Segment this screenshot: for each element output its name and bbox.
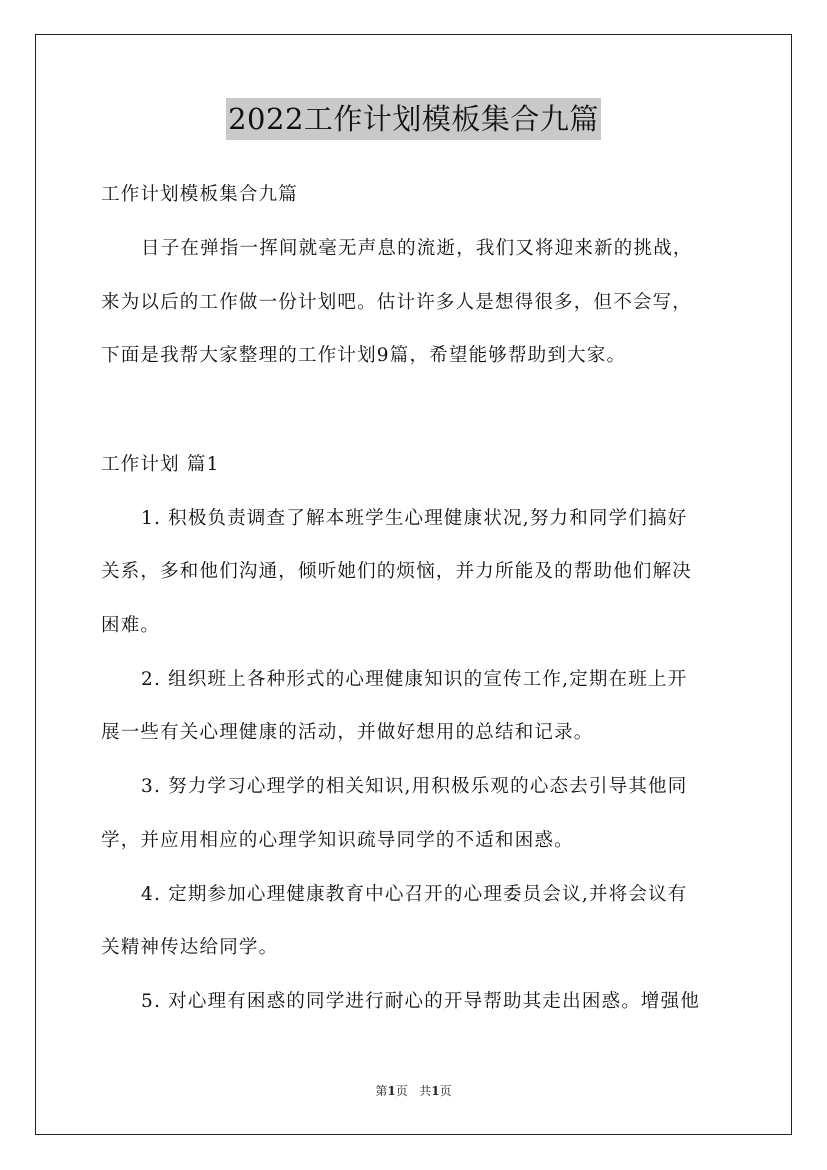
page-footer <box>0 1083 827 1099</box>
document-title: 2022工作计划模板集合九篇 <box>226 98 601 140</box>
footer-page-prefix: 第 <box>375 1084 388 1098</box>
footer-total-pages: 1 <box>431 1084 440 1098</box>
intro-line-2: 来为以后的工作做一份计划吧。估计许多人是想得很多，但不会写， <box>101 292 693 313</box>
item-4-line-1: 4. 定期参加心理健康教育中心召开的心理委员会议,并将会议有 <box>141 884 688 905</box>
item-1-line-3: 困难。 <box>101 615 161 636</box>
footer-total-suffix: 页 <box>439 1084 452 1098</box>
item-4-line-2: 关精神传达给同学。 <box>101 937 279 958</box>
footer-page-suffix: 页 <box>395 1084 408 1098</box>
item-2-line-2: 展一些有关心理健康的活动，并做好想用的总结和记录。 <box>101 722 594 743</box>
item-5-line-1: 5. 对心理有困惑的同学进行耐心的开导帮助其走出困惑。增强他 <box>141 991 701 1012</box>
footer-total-prefix: 共 <box>419 1084 432 1098</box>
item-3-line-2: 学，并应用相应的心理学知识疏导同学的不适和困惑。 <box>101 830 574 851</box>
item-2-line-1: 2. 组织班上各种形式的心理健康知识的宣传工作,定期在班上开 <box>141 669 688 690</box>
footer-page-number: 1 <box>387 1084 396 1098</box>
item-1-line-1: 1. 积极负责调查了解本班学生心理健康状况,努力和同学们搞好 <box>141 508 688 529</box>
section-heading: 工作计划 篇1 <box>101 454 220 475</box>
document-subtitle: 工作计划模板集合九篇 <box>101 184 299 205</box>
intro-line-1: 日子在弹指一挥间就毫无声息的流逝，我们又将迎来新的挑战， <box>141 238 693 259</box>
item-1-line-2: 关系，多和他们沟通，倾听她们的烦恼，并力所能及的帮助他们解决 <box>101 561 693 582</box>
item-3-line-1: 3. 努力学习心理学的相关知识,用积极乐观的心态去引导其他同 <box>141 776 688 797</box>
title-container <box>0 98 827 140</box>
intro-line-3: 下面是我帮大家整理的工作计划9篇，希望能够帮助到大家。 <box>101 345 627 366</box>
